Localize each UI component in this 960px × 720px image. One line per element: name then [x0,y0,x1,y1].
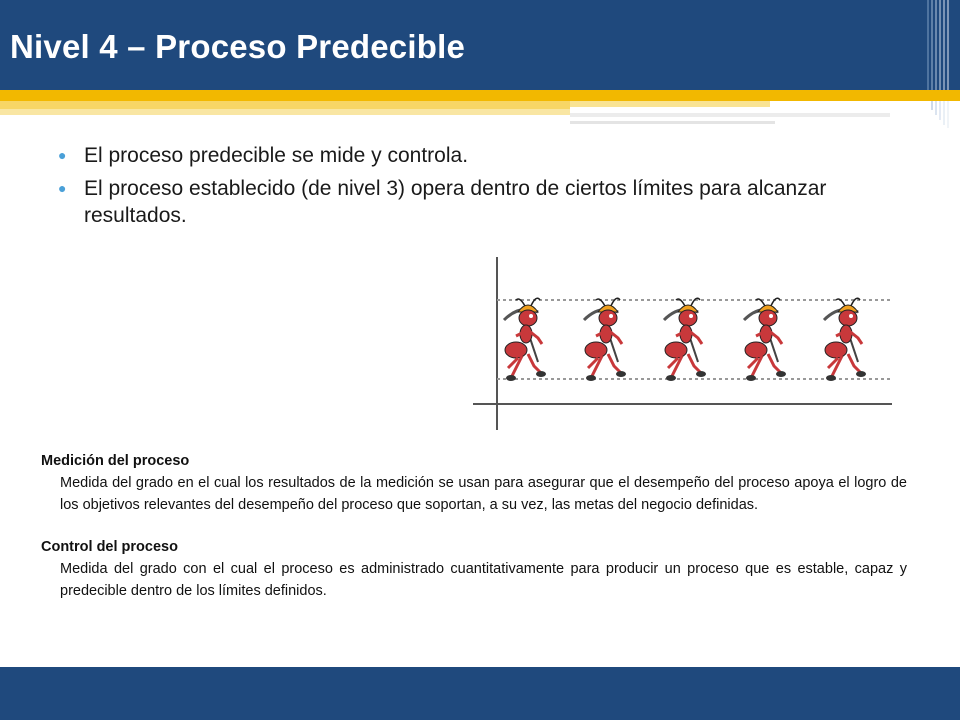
definition-control [41,536,907,602]
bullet-dot: ● [58,147,67,163]
definition-term: Medición del proceso [41,453,190,469]
ants-group [504,298,866,381]
definition-term: Control del proceso [41,539,178,555]
bullet-text: El proceso establecido (de nivel 3) opera dentro de ciertos límites para alcanzar resultados. [84,177,827,227]
ant-icon [744,298,786,381]
footer-bar [0,667,960,720]
process-limits-figure [468,252,898,432]
bullet-list [58,142,908,235]
definitions [41,450,907,602]
bullet-item [58,142,908,169]
definition-text: Medida del grado con el cual el proceso es administrado cuantitativamente para producir un proceso que es estable, capaz y predecible dentro de los límites definidos. [60,561,907,599]
title-bar [0,0,960,90]
ant-icon [824,298,866,381]
accent-bar [0,90,960,101]
ant-icon [664,298,706,381]
bullet-item [58,175,908,229]
ant-icon [504,298,546,381]
bullet-dot: ● [58,180,67,196]
definition-text: Medida del grado en el cual los resultados de la medición se usan para asegurar que el desempeño del proceso apoya el logro de los objetivos relevantes del desempeño del proceso que soportan, a su vez, las metas del negocio definidas. [60,475,907,513]
bullet-text: El proceso predecible se mide y controla. [84,144,469,167]
slide-title: Nivel 4 – Proceso Predecible [10,28,465,65]
definition-measurement [41,450,907,516]
ant-icon [584,298,626,381]
accent-fade [0,101,960,127]
